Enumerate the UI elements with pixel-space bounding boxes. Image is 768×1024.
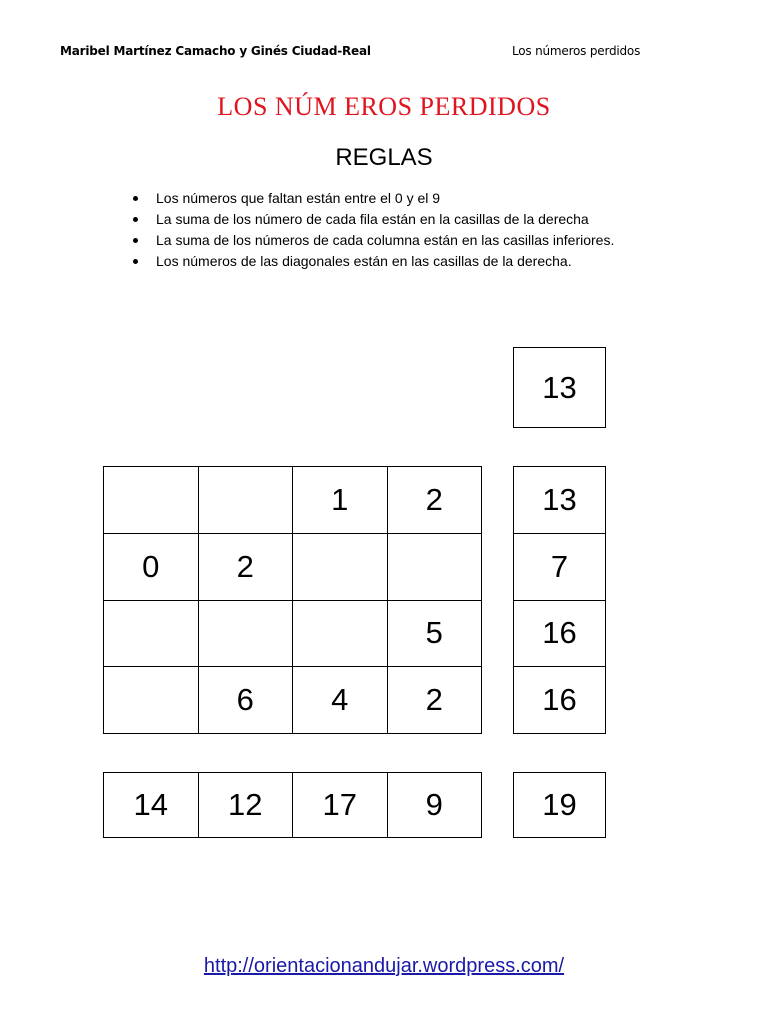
rule-item: La suma de los número de cada fila están en la casillas de la derecha [104,210,660,229]
rule-item: Los números de las diagonales están en las casillas de la derecha. [104,252,660,271]
column-sum-cell: 17 [293,773,388,838]
row-sum-cell: 13 [514,467,606,534]
rules-list [104,189,660,273]
row-sums-column [513,466,606,734]
column-sums-row [103,772,482,838]
grid-cell: 1 [293,467,388,534]
grid-cell: 5 [388,601,483,668]
header-author: Maribel Martínez Camacho y Ginés Ciudad-Real [60,44,371,58]
grid-cell: 4 [293,667,388,734]
row-sum-cell: 16 [514,601,606,668]
grid-cell: 2 [388,467,483,534]
grid-cell[interactable] [104,601,199,668]
row-sum-cell: 7 [514,534,606,601]
page-title: LOS NÚM EROS PERDIDOS [217,92,551,121]
grid-cell: 2 [199,534,294,601]
grid-cell: 0 [104,534,199,601]
grid-cell: 2 [388,667,483,734]
grid-cell[interactable] [293,534,388,601]
grid-cell[interactable] [199,467,294,534]
diagonal-sum-bottom-cell: 19 [513,772,606,838]
rule-item: Los números que faltan están entre el 0 y el 9 [104,189,660,208]
footer-link[interactable]: http://orientacionandujar.wordpress.com/ [203,955,565,977]
grid-cell[interactable] [104,667,199,734]
grid-cell[interactable] [293,601,388,668]
column-sum-cell: 14 [104,773,199,838]
puzzle-grid [103,466,482,734]
grid-cell[interactable] [199,601,294,668]
column-sum-cell: 9 [388,773,483,838]
header-doc-title: Los números perdidos [512,44,641,58]
grid-cell[interactable] [388,534,483,601]
grid-cell[interactable] [104,467,199,534]
rules-heading: REGLAS [335,144,433,171]
diagonal-sum-top-cell: 13 [513,347,606,428]
grid-cell: 6 [199,667,294,734]
rule-item: La suma de los números de cada columna están en las casillas inferiores. [104,231,660,250]
row-sum-cell: 16 [514,667,606,734]
column-sum-cell: 12 [199,773,294,838]
